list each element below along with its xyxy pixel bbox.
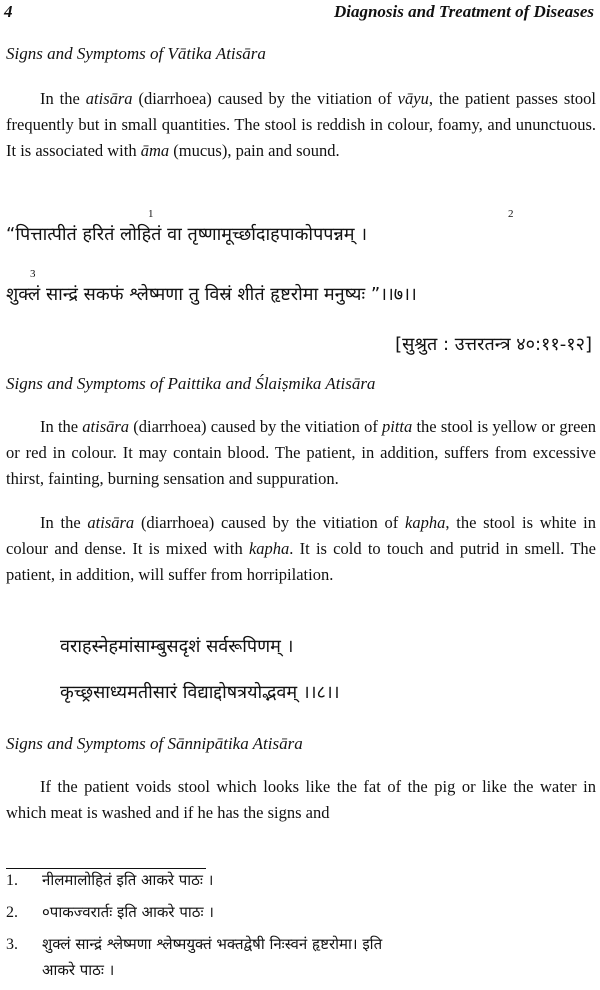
page-number: 4	[4, 2, 13, 21]
text-run: , the patient passes stool frequently but in small quantities. The stool is reddish in colour, foamy, and ununctuous. It is associated with	[6, 89, 597, 160]
paragraph-paittika	[6, 414, 596, 492]
footnote-text: आकरे पाठः ।	[42, 961, 115, 979]
running-title: Diagnosis and Treatment of Diseases	[333, 2, 594, 21]
section-heading-paittika: Signs and Symptoms of Paittika and Ślaiṣmika Atisāra	[6, 374, 376, 393]
footnote-1	[6, 870, 213, 890]
sanskrit-verse-1-line-1: “पित्तात्पीतं हरितं लोहितं वा तृष्णामूर्च्छादाहपाकोपपन्नम् ।	[6, 224, 368, 245]
footnote-number: 1.	[6, 872, 18, 889]
sanskrit-verse-1-line-2: शुक्लं सान्द्रं सकफं श्लेष्मणा तु विस्रं शीतं हृष्टरोमा मनुष्यः ”।।७।।	[6, 284, 417, 305]
verse-citation: [सुश्रुत : उत्तरतन्त्र ४०:११-१२]	[395, 334, 592, 355]
paragraph-slaismika	[6, 510, 596, 588]
footnote-text: नीलमालोहितं इति आकरे पाठः ।	[42, 871, 214, 889]
section-heading-vatika: Signs and Symptoms of Vātika Atisāra	[6, 44, 266, 63]
footnote-number: 2.	[6, 904, 18, 921]
term-kapha: kapha	[405, 513, 446, 532]
term-atisara: atisāra	[87, 513, 135, 532]
term-atisara: atisāra	[82, 417, 130, 436]
section-heading-sannipatika: Signs and Symptoms of Sānnipātika Atisāra	[6, 734, 303, 753]
text-run: the stool is yellow or green or red in colour. It may contain blood. The patient, in addition, suffers from excessive thirst, fainting, burning sensation and suppuration.	[6, 417, 597, 488]
running-header	[4, 2, 594, 24]
text-run: (diarrhoea) caused by the vitiation of	[134, 513, 406, 532]
term-atisara: atisāra	[85, 89, 133, 108]
text-run: , the stool is white in colour and dense. It is mixed with	[6, 513, 597, 558]
footnote-3	[6, 934, 382, 954]
paragraph-vatika	[6, 86, 596, 164]
footnote-number: 3.	[6, 936, 18, 953]
term-pitta: pitta	[382, 417, 413, 436]
sanskrit-verse-2-line-1: वराहस्नेहमांसाम्बुसदृशं सर्वरूपिणम् ।	[60, 636, 294, 657]
text-run: In the	[40, 417, 83, 436]
text-run: If the patient voids stool which looks like the fat of the pig or like the water in which meat is washed and if he has the signs and	[6, 777, 596, 822]
footnote-text: ०पाकज्वरार्तः इति आकरे पाठः ।	[42, 903, 214, 921]
footnote-marker-2: 2	[508, 208, 514, 220]
paragraph-sannipatika	[6, 774, 596, 826]
footnote-2	[6, 902, 214, 922]
footnote-3-continuation	[6, 960, 114, 980]
text-run: (diarrhoea) caused by the vitiation of	[129, 417, 383, 436]
footnote-marker-1: 1	[148, 208, 154, 220]
footnote-text: शुक्लं सान्द्रं श्लेष्मणा श्लेष्मयुक्तं भक्तद्वेषी निःस्वनं हृष्टरोमा। इति	[42, 935, 383, 953]
text-run: In the	[40, 513, 88, 532]
term-kapha: kapha	[248, 539, 290, 558]
term-vayu: vāyu	[397, 89, 429, 108]
text-run: In the	[40, 89, 86, 108]
sanskrit-verse-2-line-2: कृच्छ्रसाध्यमतीसारं विद्याद्दोषत्रयोद्भवम् ।।८।।	[60, 682, 340, 703]
text-run: (diarrhoea) caused by the vitiation of	[132, 89, 398, 108]
term-ama: āma	[140, 141, 170, 160]
text-run: (mucus), pain and sound.	[169, 141, 340, 160]
footnote-marker-3: 3	[30, 268, 36, 280]
footnote-divider	[6, 868, 206, 869]
text-run: . It is cold to touch and putrid in smell. The patient, in addition, will suffer from horripilation.	[6, 539, 596, 584]
